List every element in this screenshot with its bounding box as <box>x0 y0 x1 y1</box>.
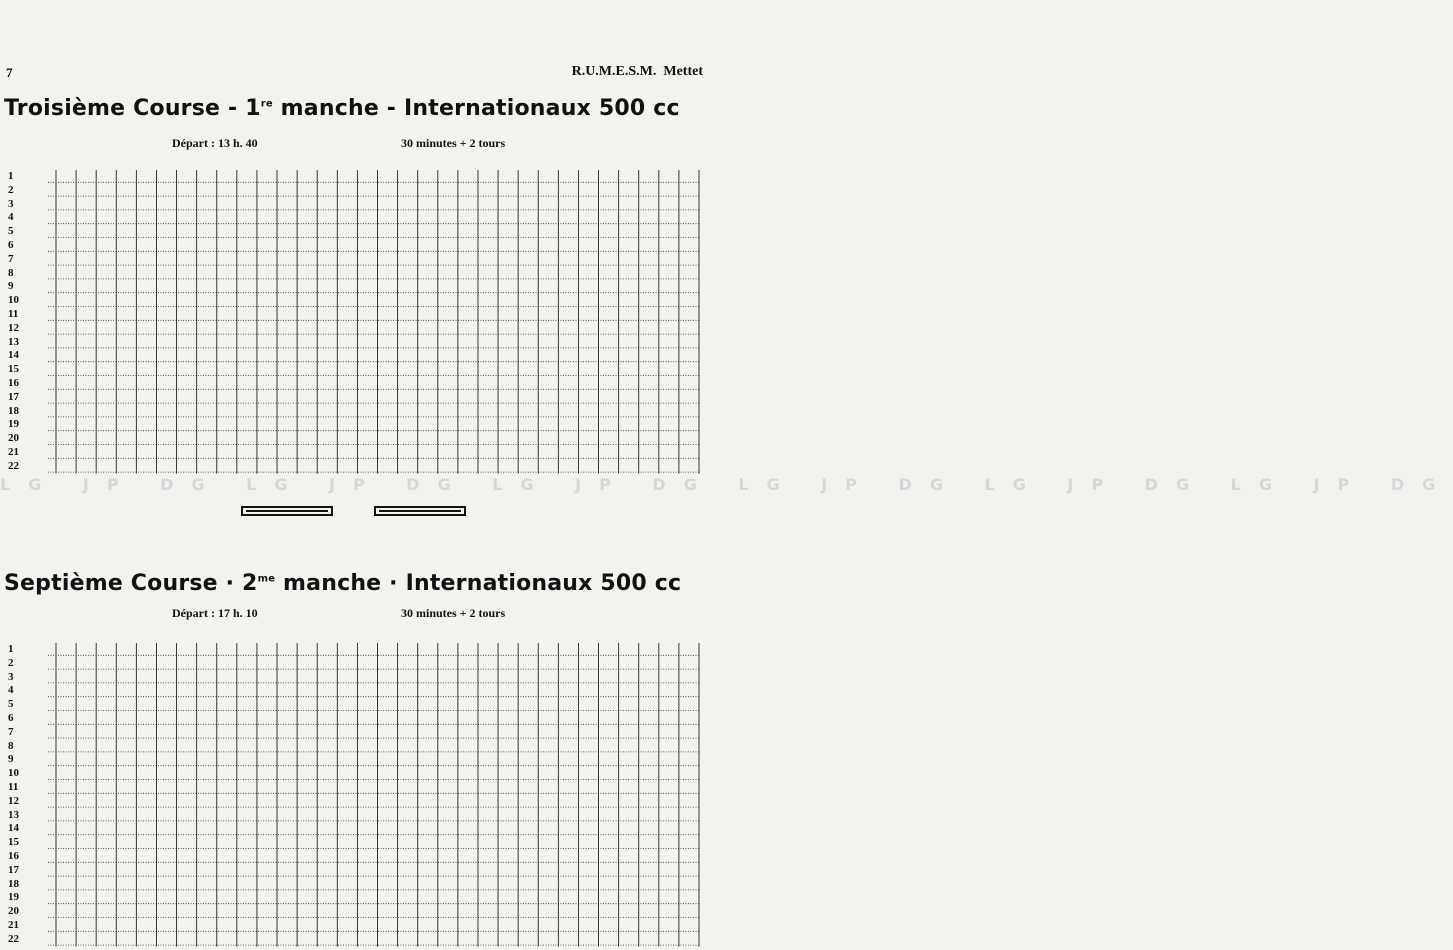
rider-row-number: 12 <box>8 321 19 334</box>
divider-bar-left <box>241 506 333 516</box>
rider-row-number: 10 <box>8 294 19 307</box>
rider-row-number: 18 <box>8 877 19 890</box>
rider-row-number: 3 <box>8 197 14 210</box>
rider-row-number: 14 <box>8 822 19 835</box>
rider-row-number: 20 <box>8 905 19 918</box>
rider-row-number: 14 <box>8 349 19 362</box>
rider-row-number: 16 <box>8 850 19 862</box>
divider-bar-right <box>374 506 466 516</box>
rider-row-number: 13 <box>8 808 19 821</box>
rider-row-number: 16 <box>8 377 19 389</box>
rider-row-number: 7 <box>8 725 14 738</box>
rider-row-number: 12 <box>8 794 19 807</box>
rider-row-number: 19 <box>8 418 19 431</box>
race2-duration: 30 minutes + 2 tours <box>401 606 506 620</box>
rider-row-number: 5 <box>8 698 14 711</box>
race2-grid-lines <box>8 640 699 949</box>
rider-row-number: 22 <box>8 932 19 945</box>
race1-title-main: Troisième Course - 1 <box>4 96 261 121</box>
race2-title-main: Septième Course · 2 <box>4 571 258 596</box>
rider-row-number: 5 <box>8 225 14 238</box>
rider-row-number: 6 <box>8 239 14 251</box>
rider-row-number: 8 <box>8 739 14 752</box>
rider-row-number: 1 <box>8 643 14 655</box>
rider-row-number: 15 <box>8 363 19 376</box>
rider-row-number: 17 <box>8 390 19 403</box>
rider-row-number: 20 <box>8 432 19 445</box>
rider-row-number: 9 <box>8 753 14 766</box>
rider-row-number: 1 <box>8 170 14 182</box>
rider-row-number: 2 <box>8 183 14 196</box>
rider-row-number: 10 <box>8 767 19 780</box>
race2-lap-grid <box>8 640 699 946</box>
rider-row-number: 19 <box>8 891 19 904</box>
rider-row-number: 11 <box>8 308 19 320</box>
rider-row-number: 21 <box>8 446 19 458</box>
rider-row-number: 15 <box>8 836 19 849</box>
page-header <box>572 64 703 80</box>
race1-lap-grid <box>8 167 699 473</box>
rider-row-number: 21 <box>8 919 19 931</box>
club-name: R.U.M.E.S.M. <box>571 64 657 79</box>
race2-depart: Départ : 17 h. 10 <box>172 606 258 620</box>
race1-title-sup: re <box>260 98 273 110</box>
rider-row-number: 2 <box>8 656 14 669</box>
rider-row-number: 13 <box>8 335 19 348</box>
rider-row-number: 7 <box>8 252 14 265</box>
location-name: Mettet <box>663 64 703 79</box>
race1-title <box>4 96 705 121</box>
rider-row-number: 4 <box>8 684 14 697</box>
race1-grid-lines <box>8 167 699 476</box>
rider-row-number: 17 <box>8 863 19 876</box>
rider-row-number: 4 <box>8 211 14 224</box>
race2-title-rest: manche · Internationaux 500 cc <box>275 571 682 596</box>
race2-title-sup: me <box>257 573 276 585</box>
rider-row-number: 6 <box>8 712 14 724</box>
rider-row-number: 3 <box>8 670 14 683</box>
rider-row-number: 11 <box>8 781 19 793</box>
rider-row-number: 18 <box>8 404 19 417</box>
rider-row-number: 8 <box>8 266 14 279</box>
rider-row-number: 22 <box>8 459 19 472</box>
watermark: LG JP DG LG JP DG LG JP DG LG JP DG LG JP DG LG JP DG <box>0 475 1453 494</box>
race1-depart: Départ : 13 h. 40 <box>172 136 258 150</box>
page-number: 7 <box>6 65 13 80</box>
race1-duration: 30 minutes + 2 tours <box>401 136 506 150</box>
race1-title-rest: manche - Internationaux 500 cc <box>272 96 680 121</box>
rider-row-number: 9 <box>8 280 14 293</box>
race2-title <box>4 571 705 596</box>
